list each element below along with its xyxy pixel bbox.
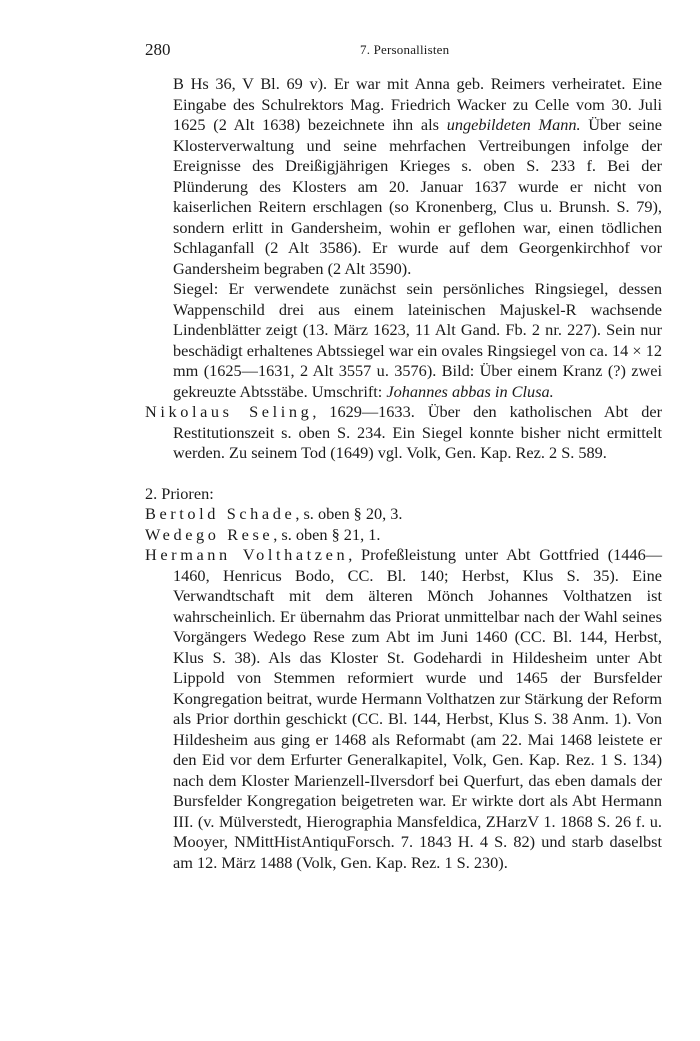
text-segment: B Hs 36, V Bl. 69 v). Er war mit Anna geb. Reimers verheiratet. Eine Eingabe des Schulrektors Mag. Friedrich Wacker zu Celle vom 30. Juli 1625 (2 Alt 1638) bezeichnete ihn als <box>173 74 662 134</box>
entry-name: Bertold Schade <box>145 504 296 523</box>
entry-text: , s. oben § 21, 1. <box>273 524 381 544</box>
entry-wedego-rese <box>145 525 662 546</box>
text-segment: Über seine Klosterverwaltung und seine mehrfachen Vertreibungen infolge der Ereignisse des Dreißigjährigen Krieges s. oben S. 233 f. Bei der Plünderung des Klosters am 20. Januar 1637 wurde er nicht von kaiserlichen Reitern erschlagen (so Kronenberg, Clus u. Brunsh. S. 79), sondern erlitt in Gandersheim, wohin er geflohen war, einen tödlichen Schlaganfall (2 Alt 3586). Er wurde auf dem Georgenkirchhof vor Gandersheim begraben (2 Alt 3590). <box>173 115 662 278</box>
entry-bertold-schade <box>145 504 662 525</box>
entry-text: , 1629—1633. Über den katholischen Abt der Restitutionszeit s. oben S. 234. Ein Siegel konnte bisher nicht ermittelt werden. Zu seinem Tod (1649) vgl. Volk, Gen. Kap. Rez. 2 S. 589. <box>173 402 662 462</box>
italic-phrase: ungebildeten Mann. <box>446 115 581 134</box>
spacer <box>145 464 662 484</box>
body-text <box>145 74 662 873</box>
page-number: 280 <box>145 40 171 59</box>
italic-phrase: Johannes abbas in Clusa. <box>386 381 554 401</box>
entry-name: Hermann Volthatzen <box>145 545 349 564</box>
section-heading: 2. Prioren: <box>145 483 214 503</box>
entry-text: , Profeßleistung unter Abt Gottfried (1446—1460, Henricus Bodo, CC. Bl. 140; Herbst, Klus S. 35). Eine Verwandtschaft mit dem älteren Mönch Johannes Volthatzen ist wahrscheinlich. Er übernahm das Priorat unmittelbar nach der Wahl seines Vorgängers Wedego Rese zum Abt im Juni 1460 (CC. Bl. 144, Herbst, Klus S. 38). Als das Kloster St. Godehardi in Hildesheim unter Abt Lippold von Stemmen reformiert wurde und 1465 der Bursfelder Kongregation beitrat, wurde Hermann Volthatzen zur Stärkung der Reform als Prior dorthin geschickt (CC. Bl. 144, Herbst, Klus S. 38 Anm. 1). Von Hildesheim aus ging er 1468 als Reformabt (am 22. Mai 1468 leistete er den Eid vor dem Erfurter Generalkapitel, Volk, Gen. Kap. Rez. 1 S. 134) nach dem Kloster Marienzell-Ilversdorf bei Querfurt, das eben damals der Bursfelder Kongregation beigetreten war. Er wirkte dort als Abt Hermann III. (v. Mülverstedt, Hierographia Mansfeldica, ZHarzV 1. 1868 S. 26 f. u. Mooyer, NMittHistAntiquForsch. 7. 1843 H. 4 S. 82) und starb daselbst am 12. März 1488 (Volk, Gen. Kap. Rez. 1 S. 230). <box>173 545 662 872</box>
running-head: 7. Personallisten <box>360 42 450 57</box>
page-header <box>145 40 665 60</box>
entry-name: Nikolaus Seling <box>145 402 313 421</box>
entry-name: Wedego Rese <box>145 524 274 544</box>
entry-text: , s. oben § 20, 3. <box>295 504 403 523</box>
entry-nikolaus-seling <box>145 402 662 464</box>
entry-hermann-volthatzen <box>145 545 662 873</box>
paragraph-seal <box>145 279 662 402</box>
text-segment: Siegel: Er verwendete zunächst sein persönliches Ringsiegel, dessen Wappenschild drei aus einem lateinischen Majuskel-R wachsende Lindenblätter zeigt (13. März 1623, 11 Alt Gand. Fb. 2 nr. 227). Sein nur beschädigt erhaltenes Abtssiegel war ein ovales Ringsiegel von ca. 14 × 12 mm (1625—1631, 2 Alt 3557 u. 3576). Bild: Über einem Kranz (?) zwei gekreuzte Abtsstäbe. Umschrift: <box>173 279 662 401</box>
paragraph-continuation <box>145 74 662 279</box>
